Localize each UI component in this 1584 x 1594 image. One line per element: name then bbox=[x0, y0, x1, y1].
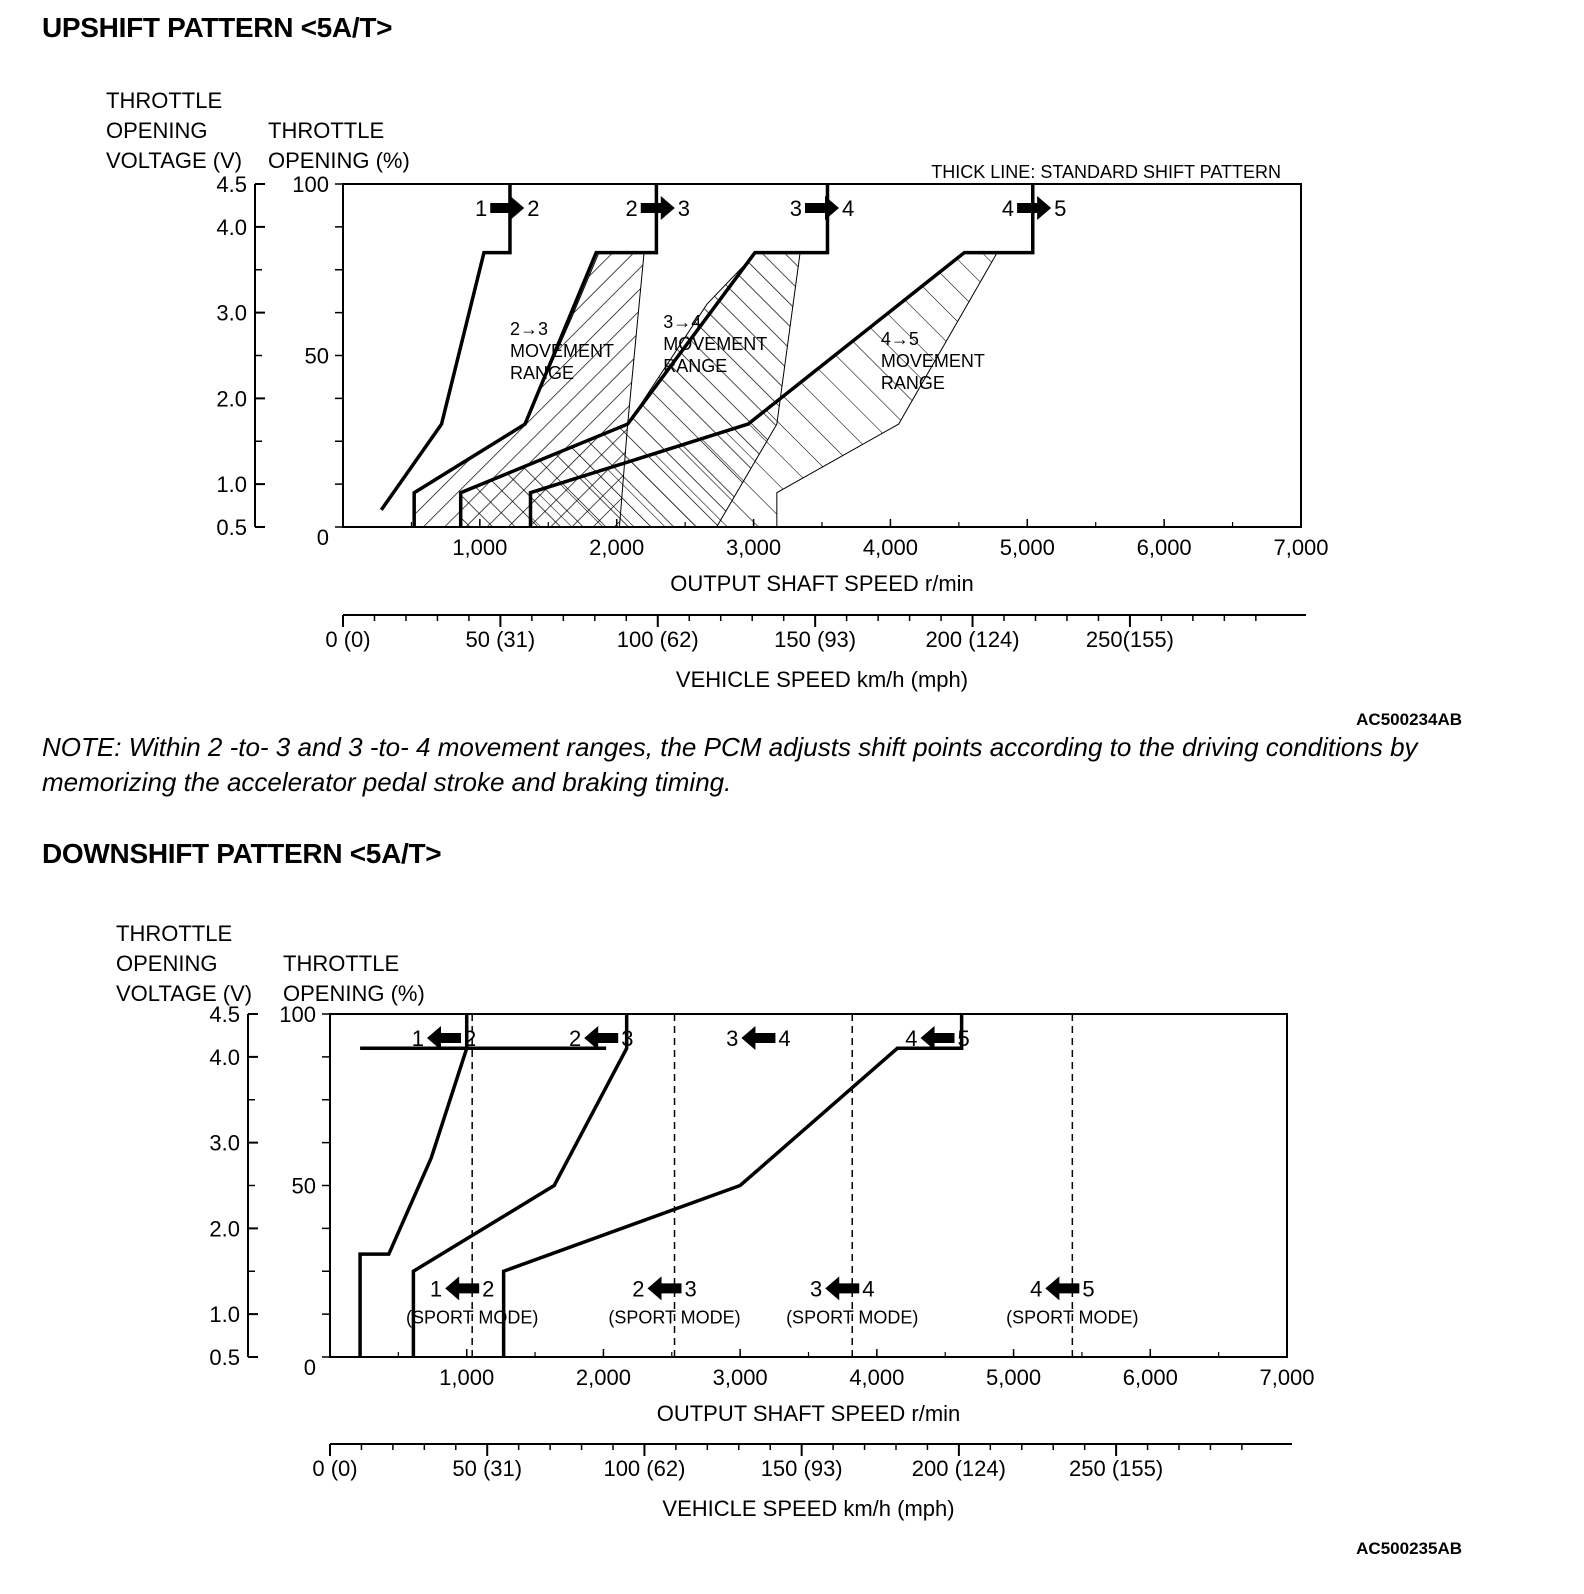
sport-mode-arrow-0-to: 2 bbox=[482, 1276, 495, 1302]
vehicle-tick-label-0: 0 (0) bbox=[325, 627, 371, 652]
series-arrow-0-arrow-icon bbox=[427, 1026, 461, 1050]
series-arrow-2-arrow-icon bbox=[741, 1026, 775, 1050]
x-tick-label-5: 5,000 bbox=[999, 535, 1055, 560]
vehicle-tick-label-3: 150 (93) bbox=[760, 1456, 843, 1481]
series-arrow-3-from: 4 bbox=[905, 1026, 918, 1052]
sport-mode-label-1: (SPORT MODE) bbox=[608, 1307, 741, 1328]
x-tick-label-2: 2,000 bbox=[589, 535, 645, 560]
x-tick-label-4: 4,000 bbox=[862, 535, 918, 560]
downshift-title: DOWNSHIFT PATTERN <5A/T> bbox=[42, 838, 442, 869]
voltage-tick-label-4: 1.0 bbox=[209, 1302, 240, 1328]
series-arrow-2-from: 3 bbox=[726, 1026, 739, 1052]
x-tick-label-6: 6,000 bbox=[1136, 535, 1192, 560]
series-arrow-0-to: 2 bbox=[527, 196, 540, 222]
movement-range-label-0-1: MOVEMENT bbox=[509, 340, 614, 361]
movement-range-label-2-1: MOVEMENT bbox=[880, 351, 985, 372]
voltage-tick-label-5: 0.5 bbox=[216, 515, 247, 540]
series-arrow-2-from: 3 bbox=[789, 196, 802, 222]
vehicle-tick-label-5: 250(155) bbox=[1085, 627, 1174, 652]
throttle-axis-label-0: THROTTLE bbox=[268, 118, 385, 143]
sport-mode-arrow-1-from: 2 bbox=[632, 1276, 645, 1302]
series-arrow-0 bbox=[475, 196, 540, 221]
series-line-1 bbox=[413, 1014, 626, 1357]
sport-mode-arrow-1 bbox=[632, 1276, 697, 1301]
voltage-axis-label-0: THROTTLE bbox=[116, 921, 233, 946]
note-text: NOTE: Within 2 -to- 3 and 3 -to- 4 movement ranges, the PCM adjusts shift points according to the driving conditions by memorizing the accelerator pedal stroke and braking timing. bbox=[42, 732, 1418, 797]
vehicle-speed-label: VEHICLE SPEED km/h (mph) bbox=[662, 1496, 955, 1521]
throttle-tick-label-1: 50 bbox=[291, 1173, 316, 1199]
vehicle-tick-label-4: 200 (124) bbox=[925, 627, 1020, 652]
series-arrow-0-to: 2 bbox=[463, 1026, 477, 1052]
throttle-tick-label-1: 50 bbox=[304, 343, 329, 369]
voltage-tick-label-5: 0.5 bbox=[209, 1345, 240, 1370]
x-tick-label-1: 1,000 bbox=[439, 1365, 495, 1390]
movement-range-label-2-2: RANGE bbox=[880, 373, 945, 394]
vehicle-tick-label-1: 50 (31) bbox=[452, 1456, 523, 1481]
movement-range-label-0-0: 2→3 bbox=[509, 318, 548, 339]
series-arrow-1-to: 3 bbox=[677, 196, 691, 222]
vehicle-speed-label: VEHICLE SPEED km/h (mph) bbox=[675, 667, 969, 692]
x-tick-label-3: 3,000 bbox=[712, 1365, 768, 1390]
sport-mode-label-2: (SPORT MODE) bbox=[786, 1307, 919, 1328]
sport-mode-arrow-3-to: 5 bbox=[1082, 1276, 1095, 1302]
series-arrow-2 bbox=[726, 1026, 791, 1051]
movement-range-label-0-2: RANGE bbox=[509, 362, 574, 383]
sport-mode-arrow-3 bbox=[1030, 1276, 1095, 1301]
voltage-tick-label-0: 4.5 bbox=[209, 1002, 240, 1027]
vehicle-tick-label-4: 200 (124) bbox=[911, 1456, 1006, 1481]
voltage-tick-label-2: 3.0 bbox=[216, 300, 247, 326]
throttle-tick-label-0: 0 bbox=[303, 1355, 316, 1380]
movement-range-label-2-0: 4→5 bbox=[880, 329, 919, 350]
series-arrow-2-to: 4 bbox=[842, 196, 855, 222]
sport-mode-arrow-2 bbox=[810, 1276, 875, 1301]
sport-mode-arrow-0-arrow-icon bbox=[445, 1276, 479, 1300]
sport-mode-arrow-3-arrow-icon bbox=[1045, 1276, 1079, 1300]
output-shaft-speed-label: OUTPUT SHAFT SPEED r/min bbox=[670, 571, 974, 596]
x-tick-label-7: 7,000 bbox=[1259, 1365, 1315, 1390]
series-arrow-2-arrow-icon bbox=[805, 196, 839, 220]
plot-frame bbox=[330, 1014, 1287, 1357]
sport-mode-arrow-1-arrow-icon bbox=[648, 1276, 682, 1300]
voltage-tick-label-1: 4.0 bbox=[216, 214, 247, 240]
vehicle-tick-label-2: 100 (62) bbox=[603, 1456, 686, 1481]
series-arrow-0-from: 1 bbox=[411, 1026, 424, 1052]
throttle-tick-label-0: 0 bbox=[316, 525, 329, 550]
series-arrow-3-to: 5 bbox=[1054, 196, 1067, 222]
sport-mode-arrow-2-from: 3 bbox=[809, 1276, 823, 1302]
series-arrow-1-to: 3 bbox=[621, 1026, 634, 1052]
figure-code: AC500235AB bbox=[1356, 1539, 1462, 1558]
vehicle-tick-label-5: 250 (155) bbox=[1069, 1456, 1164, 1481]
voltage-tick-label-3: 2.0 bbox=[216, 386, 247, 412]
x-tick-label-7: 7,000 bbox=[1273, 535, 1329, 560]
throttle-axis-label-1: OPENING (%) bbox=[268, 148, 410, 173]
sport-mode-arrow-2-arrow-icon bbox=[825, 1276, 859, 1300]
voltage-axis-label-2: VOLTAGE (V) bbox=[106, 148, 243, 173]
sport-mode-arrow-1-to: 3 bbox=[684, 1276, 697, 1302]
vehicle-tick-label-3: 150 (93) bbox=[774, 627, 857, 652]
sport-mode-arrow-0 bbox=[430, 1276, 495, 1301]
series-arrow-1-arrow-icon bbox=[584, 1026, 618, 1050]
series-arrow-2 bbox=[790, 196, 855, 221]
figure-code: AC500234AB bbox=[1356, 710, 1462, 729]
series-arrow-1-from: 2 bbox=[625, 196, 638, 222]
series-arrow-0-from: 1 bbox=[474, 196, 488, 222]
voltage-tick-label-0: 4.5 bbox=[216, 172, 247, 197]
throttle-tick-label-2: 100 bbox=[292, 172, 329, 197]
series-arrow-3-to: 5 bbox=[957, 1026, 970, 1052]
vehicle-tick-label-1: 50 (31) bbox=[465, 627, 536, 652]
vehicle-tick-label-0: 0 (0) bbox=[312, 1456, 358, 1481]
upshift-chart bbox=[0, 80, 1584, 740]
series-arrow-0-arrow-icon bbox=[490, 196, 524, 220]
throttle-axis-label-1: OPENING (%) bbox=[283, 981, 425, 1006]
sport-mode-arrow-0-from: 1 bbox=[429, 1276, 443, 1302]
voltage-axis-label-1: OPENING bbox=[116, 951, 218, 976]
voltage-axis-label-0: THROTTLE bbox=[106, 88, 223, 113]
legend-text: THICK LINE: STANDARD SHIFT PATTERN bbox=[931, 162, 1281, 182]
x-tick-label-2: 2,000 bbox=[575, 1365, 631, 1390]
voltage-tick-label-2: 3.0 bbox=[209, 1130, 240, 1156]
voltage-tick-label-1: 4.0 bbox=[209, 1044, 240, 1070]
throttle-tick-label-2: 100 bbox=[279, 1002, 316, 1027]
voltage-axis-label-2: VOLTAGE (V) bbox=[116, 981, 253, 1006]
x-tick-label-3: 3,000 bbox=[726, 535, 782, 560]
movement-range-label-1-0: 3→4 bbox=[663, 312, 702, 333]
vehicle-tick-label-2: 100 (62) bbox=[616, 627, 699, 652]
x-tick-label-6: 6,000 bbox=[1122, 1365, 1178, 1390]
sport-mode-label-0: (SPORT MODE) bbox=[406, 1307, 539, 1328]
voltage-tick-label-4: 1.0 bbox=[216, 472, 247, 498]
downshift-chart bbox=[0, 910, 1584, 1594]
series-line-2 bbox=[504, 1014, 962, 1357]
x-tick-label-5: 5,000 bbox=[986, 1365, 1042, 1390]
series-arrow-3-from: 4 bbox=[1001, 196, 1015, 222]
movement-range-label-1-1: MOVEMENT bbox=[663, 334, 768, 355]
x-tick-label-1: 1,000 bbox=[452, 535, 508, 560]
sport-mode-label-3: (SPORT MODE) bbox=[1006, 1307, 1139, 1328]
voltage-axis-label-1: OPENING bbox=[106, 118, 208, 143]
series-arrow-3-arrow-icon bbox=[921, 1026, 955, 1050]
sport-mode-arrow-3-from: 4 bbox=[1030, 1276, 1043, 1302]
series-arrow-2-to: 4 bbox=[778, 1026, 791, 1052]
output-shaft-speed-label: OUTPUT SHAFT SPEED r/min bbox=[656, 1401, 961, 1426]
sport-mode-arrow-2-to: 4 bbox=[862, 1276, 875, 1302]
series-arrow-1-from: 2 bbox=[568, 1026, 582, 1052]
upshift-title: UPSHIFT PATTERN <5A/T> bbox=[42, 12, 393, 43]
x-tick-label-4: 4,000 bbox=[849, 1365, 905, 1390]
movement-range-label-1-2: RANGE bbox=[663, 356, 728, 377]
throttle-axis-label-0: THROTTLE bbox=[283, 951, 400, 976]
voltage-tick-label-3: 2.0 bbox=[209, 1216, 240, 1242]
